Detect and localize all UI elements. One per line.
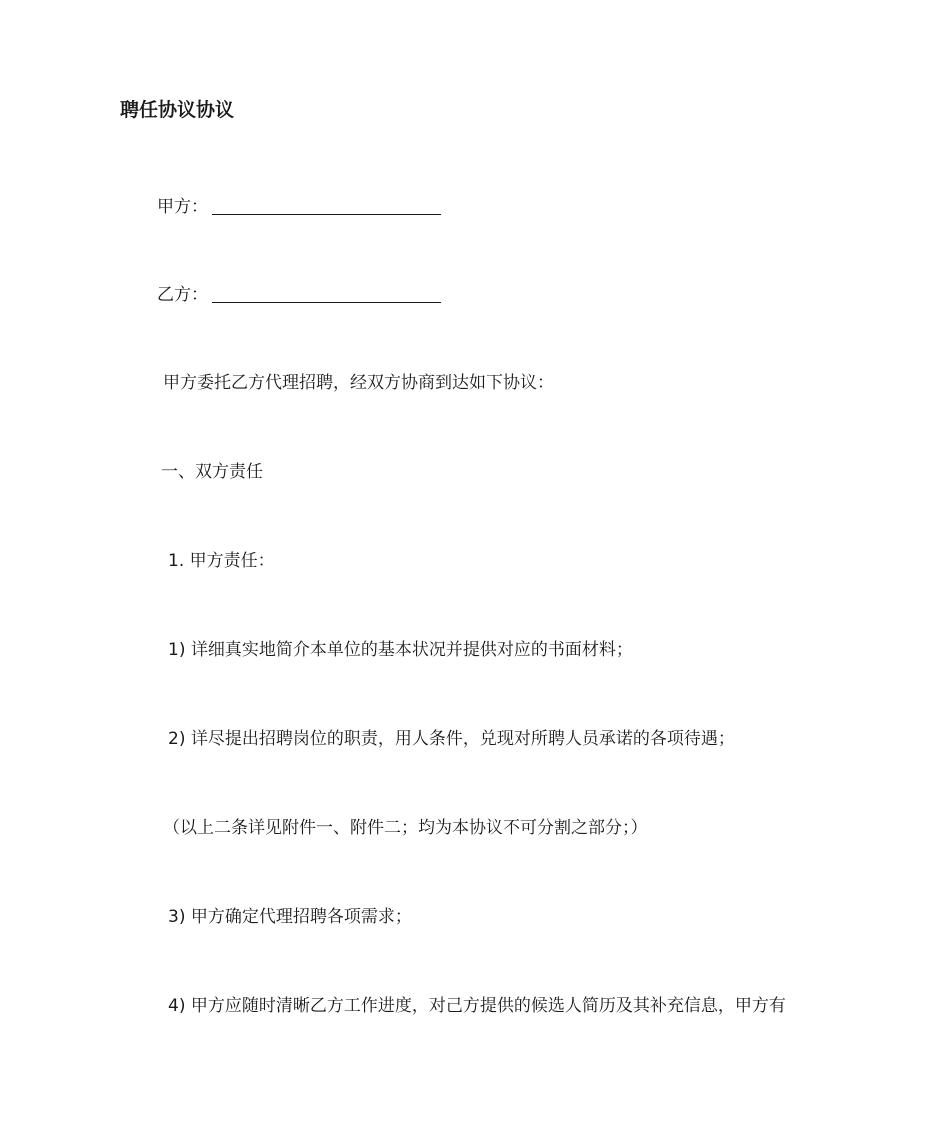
clause-note: （以上二条详见附件一、附件二；均为本协议不可分割之部分；） (163, 818, 648, 838)
clause-item-4: 4) 甲方应随时清晰乙方工作进度，对己方提供的候选人简历及其补充信息，甲方有 (168, 996, 786, 1016)
party-a-blank (212, 196, 441, 215)
party-a-line (157, 196, 441, 218)
clause-item-2: 2) 详尽提出招聘岗位的职责，用人条件，兑现对所聘人员承诺的各项待遇； (168, 729, 735, 749)
subsection-heading-1: 1. 甲方责任： (168, 551, 275, 571)
party-b-line (157, 284, 441, 306)
clause-item-3: 3) 甲方确定代理招聘各项需求； (168, 907, 412, 927)
document-title: 聘任协议协议 (120, 99, 235, 121)
clause-item-1: 1) 详细真实地简介本单位的基本状况并提供对应的书面材料； (168, 640, 633, 660)
section-heading-1: 一、双方责任 (161, 462, 263, 482)
party-b-label: 乙方： (157, 285, 208, 305)
party-b-blank (212, 284, 441, 303)
party-a-label: 甲方： (157, 197, 208, 217)
intro-paragraph: 甲方委托乙方代理招聘，经双方协商到达如下协议： (163, 373, 554, 393)
